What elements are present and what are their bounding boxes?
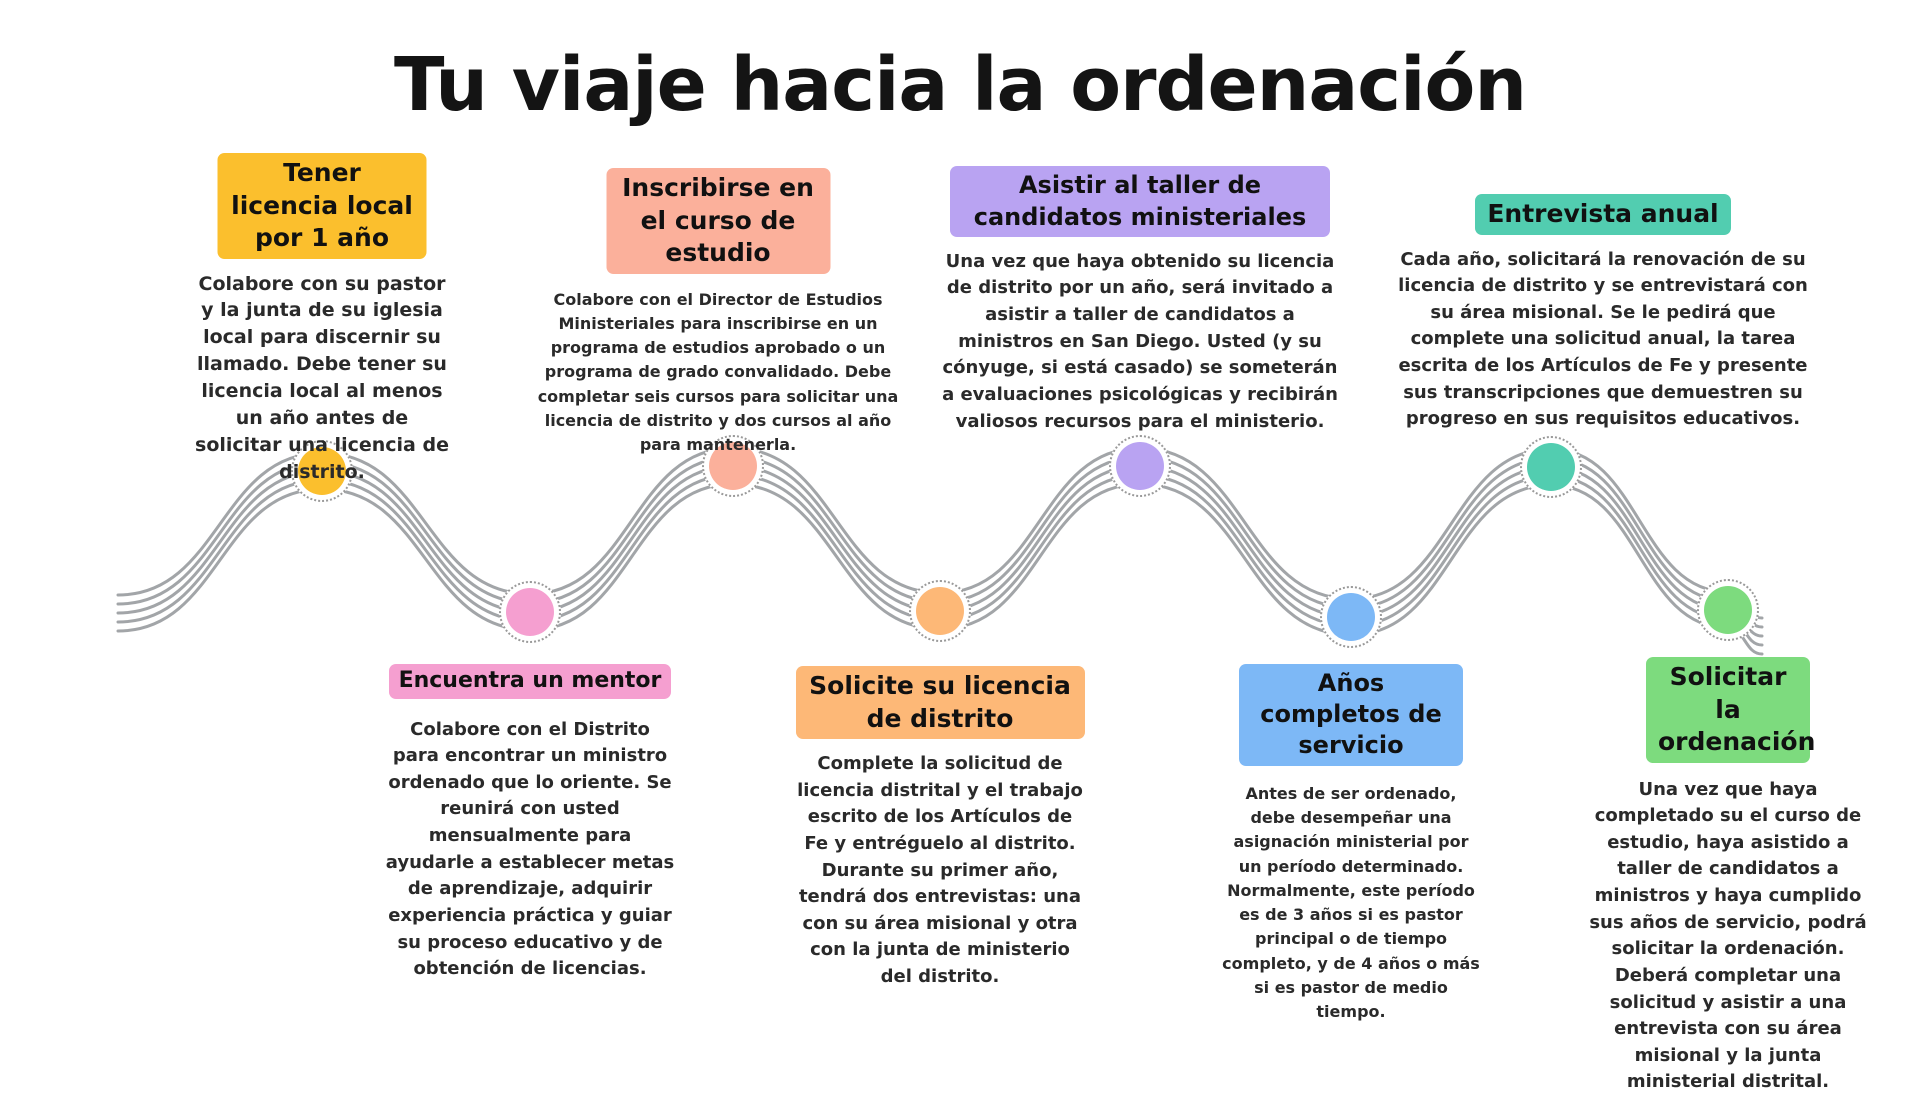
step-7 [1398, 194, 1808, 433]
step-8-title: Solicitar la ordenación [1646, 657, 1810, 763]
step-2-title: Encuentra un mentor [389, 664, 672, 699]
step-5-text: Una vez que haya obtenido su licencia de distrito por un año, será invitado a asistir a taller de candidatos a ministros en San Diego. Usted (y su cónyuge, si está casado) se someterán a evaluaciones psicológicas y recibirán valiosos recursos para el ministerio. [940, 249, 1340, 435]
page-title: Tu viaje hacia la ordenación [0, 42, 1920, 128]
step-7-title: Entrevista anual [1475, 194, 1730, 235]
step-7-text: Cada año, solicitará la renovación de su licencia de distrito y se entrevistará con su área misional. Se le pedirá que complete una solicitud anual, la tarea escrita de los Artículos de Fe y presente sus transcripciones que demuestren su progreso en sus requisitos educativos. [1398, 247, 1808, 433]
step-3 [526, 168, 911, 458]
step-1-title: Tener licencia local por 1 año [218, 153, 427, 259]
step-3-title: Inscribirse en el curso de estudio [606, 168, 830, 274]
step-1 [195, 153, 450, 486]
step-2 [385, 664, 675, 983]
step-2-text: Colabore con el Distrito para encontrar un ministro ordenado que lo oriente. Se reunirá con usted mensualmente para ayudarle a establecer metas de aprendizaje, adquirir experiencia práctica y guiar su proceso educativo y de obtención de licencias. [385, 717, 675, 983]
step-6 [1221, 664, 1481, 1025]
step-4-text: Complete la solicitud de licencia distrital y el trabajo escrito de los Artículos de Fe y entréguelo al distrito. Durante su primer año, tendrá dos entrevistas: una con su área misional y otra con la junta de ministerio del distrito. [795, 751, 1085, 991]
step-3-text: Colabore con el Director de Estudios Ministeriales para inscribirse en un programa de estudios aprobado o un programa de grado convalidado. Debe completar seis cursos para solicitar una licencia de distrito y dos cursos al año para mantenerla. [526, 288, 911, 458]
step-4-title: Solicite su licencia de distrito [796, 666, 1085, 739]
step-8-text: Una vez que haya completado su el curso de estudio, haya asistido a taller de candidatos a ministros y haya cumplido sus años de servicio, podrá solicitar la ordenación. Deberá completar una solicitud y asistir a una entrevista con su área misional y la junta ministerial distrital. [1583, 777, 1873, 1096]
step-1-text: Colabore con su pastor y la junta de su iglesia local para discernir su llamado. Debe tener su licencia local al menos un año antes de solicitar una licencia de distrito. [195, 271, 450, 487]
step-8 [1583, 657, 1873, 1096]
step-5-title: Asistir al taller de candidatos ministeriales [950, 166, 1330, 237]
step-5 [940, 166, 1340, 435]
step-4 [795, 666, 1085, 991]
step-6-text: Antes de ser ordenado, debe desempeñar una asignación ministerial por un período determinado. Normalmente, este período es de 3 años si es pastor principal o de tiempo completo, y de 4 años o más si es pastor de medio tiempo. [1221, 782, 1481, 1025]
step-6-title: Años completos de servicio [1239, 664, 1463, 766]
